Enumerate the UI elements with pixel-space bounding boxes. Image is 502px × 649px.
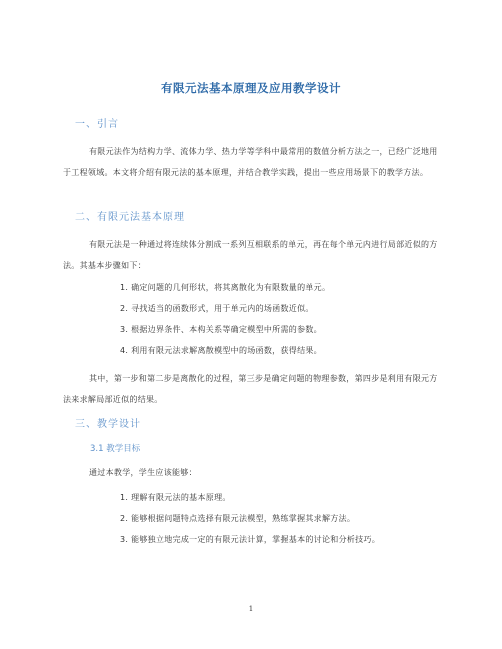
list-item-step-2: 2. 寻找适当的函数形式，用于单元内的场函数近似。 [120, 304, 314, 313]
list-item-goal-2: 2. 能够根据问题特点选择有限元法模型，熟练掌握其求解方法。 [120, 514, 356, 523]
list-item-step-4: 4. 利用有限元法求解离散模型中的场函数，获得结果。 [120, 346, 322, 355]
subsection-heading-goals: 3.1 教学目标 [90, 444, 141, 454]
list-item-goal-1: 1. 理解有限元法的基本原理。 [120, 493, 231, 502]
paragraph-principles-summary: 其中，第一步和第二步是离散化的过程，第三步是确定问题的物理参数，第四步是利用有限元方法来求解局部近似的结果。 [63, 374, 438, 404]
paragraph-introduction: 有限元法作为结构力学、流体力学、热力学等学科中最常用的数值分析方法之一，已经广泛地用于工程领域。本文将介绍有限元法的基本原理，并结合教学实践，提出一些应用场景下的教学方法。 [63, 147, 438, 177]
paragraph-goals-intro: 通过本教学，学生应该能够： [89, 468, 197, 477]
paragraph-principles-intro: 有限元法是一种通过将连续体分割成一系列互相联系的单元，再在每个单元内进行局部近似的方法。其基本步骤如下： [63, 240, 438, 270]
section-heading-teaching-design: 三、教学设计 [75, 419, 141, 430]
section-heading-introduction: 一、引言 [75, 119, 119, 130]
list-item-goal-3: 3. 能够独立地完成一定的有限元法计算，掌握基本的讨论和分析技巧。 [120, 535, 381, 544]
list-item-step-3: 3. 根据边界条件、本构关系等确定模型中所需的参数。 [120, 325, 322, 334]
list-item-step-1: 1. 确定问题的几何形状，将其离散化为有限数量的单元。 [120, 283, 331, 292]
document-title: 有限元法基本原理及应用教学设计 [161, 81, 341, 95]
section-heading-principles: 二、有限元法基本原理 [75, 212, 185, 223]
page-number: 1 [248, 605, 254, 613]
